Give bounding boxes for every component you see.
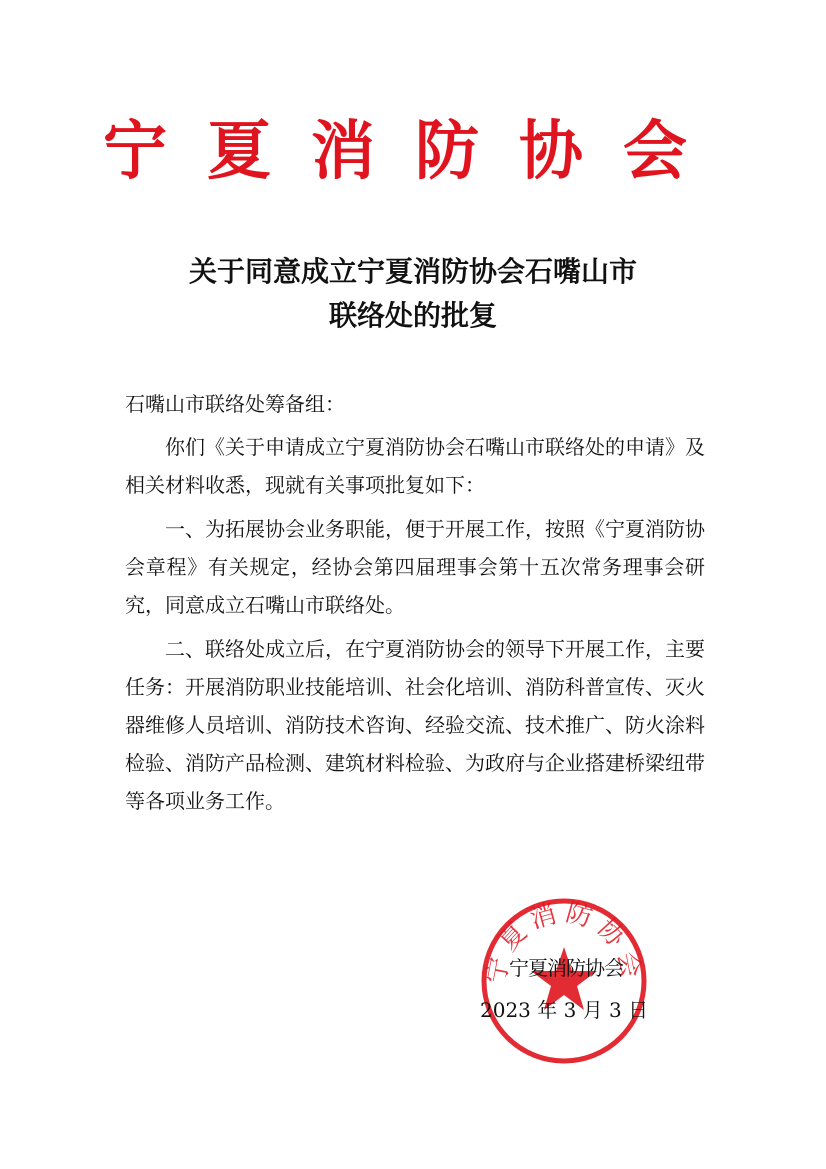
masthead-org-name: 宁夏消防协会 <box>103 114 727 189</box>
paragraph-1: 你们《关于申请成立宁夏消防协会石嘴山市联络处的申请》及相关材料收悉，现就有关事项批复如下： <box>125 435 705 497</box>
paragraph-2: 一、为拓展协会业务职能，便于开展工作，按照《宁夏消防协会章程》有关规定，经协会第四届理事会第十五次常务理事会研究，同意成立石嘴山市联络处。 <box>125 517 705 617</box>
document-title-line-1: 关于同意成立宁夏消防协会石嘴山市 <box>188 255 637 288</box>
signature-org: 宁夏消防协会 <box>509 956 623 980</box>
salutation: 石嘴山市联络处筹备组： <box>125 392 345 416</box>
seal-text: 宁夏消防协会 <box>481 897 647 987</box>
paragraph-3: 二、联络处成立后，在宁夏消防协会的领导下开展工作，主要任务：开展消防职业技能培训、社会化培训、消防科普宣传、灭火器维修人员培训、消防技术咨询、经验交流、技术推广、防火涂料检验、消防产品检测、建筑材料检验、为政府与企业搭建桥梁纽带等各项业务工作。 <box>125 637 705 813</box>
official-seal-stamp <box>478 895 650 1067</box>
document-title-line-2: 联络处的批复 <box>328 299 497 332</box>
signature-date: 2023 年 3 月 3 日 <box>480 998 649 1022</box>
